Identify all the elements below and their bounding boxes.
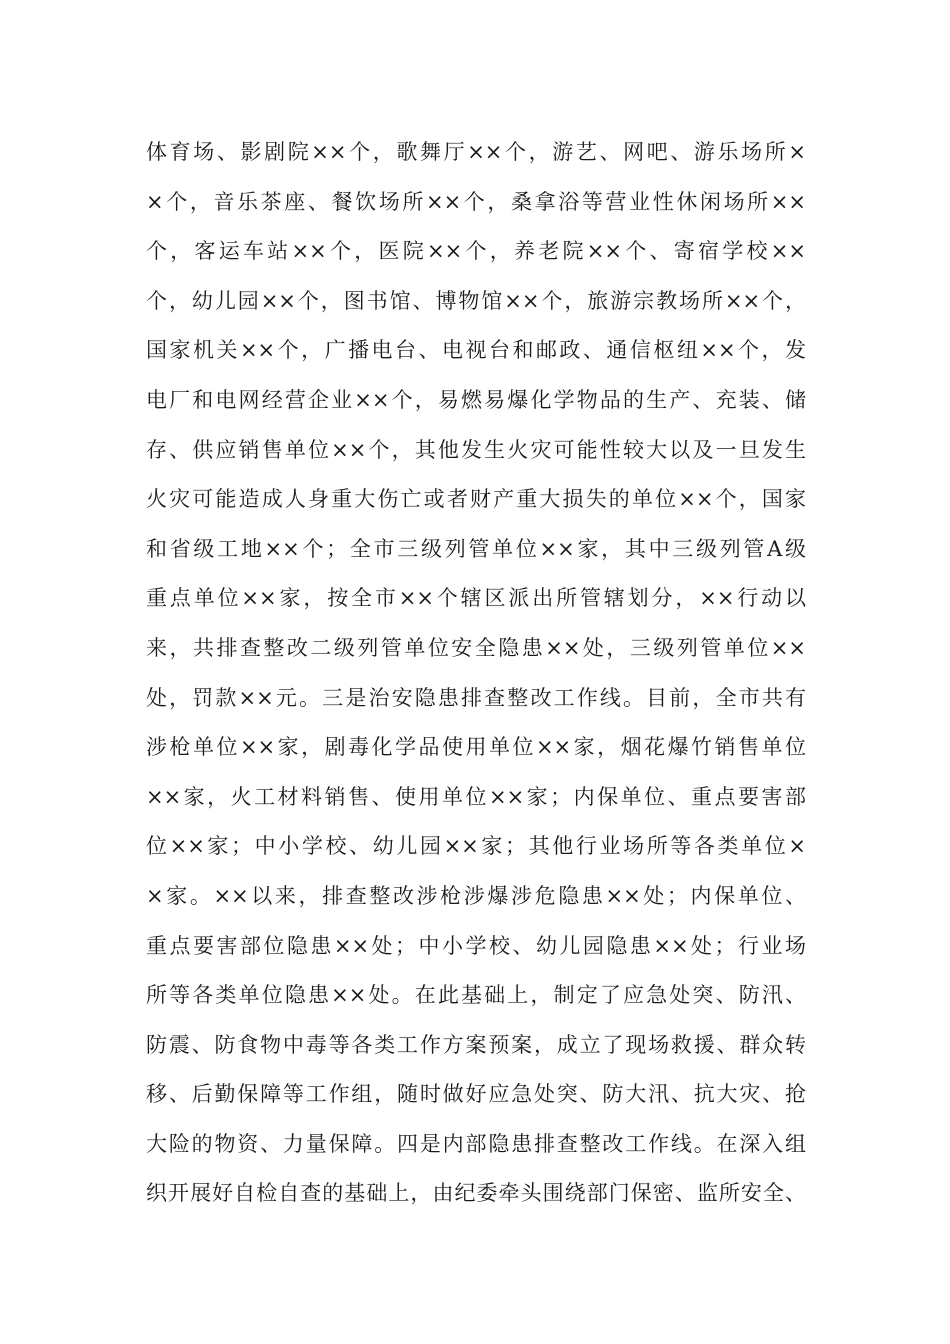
text-line-20: 移、后勤保障等工作组，随时做好应急处突、防大汛、抗大灾、抢 <box>146 1082 806 1107</box>
text-line-15: 位××家；中小学校、幼儿园××家；其他行业场所等各类单位× <box>146 834 806 859</box>
text-line-17: 重点要害部位隐患××处；中小学校、幼儿园隐患××处；行业场 <box>146 933 806 958</box>
text-line-18: 所等各类单位隐患××处。在此基础上，制定了应急处突、防汛、 <box>146 983 806 1008</box>
text-line-16: ×家。××以来，排查整改涉枪涉爆涉危隐患××处；内保单位、 <box>146 883 806 908</box>
text-line-4: 个，幼儿园××个，图书馆、博物馆××个，旅游宗教场所××个， <box>146 288 806 313</box>
text-line-5: 国家机关××个，广播电台、电视台和邮政、通信枢纽××个，发 <box>146 338 806 363</box>
text-line-11: 来，共排查整改二级列管单位安全隐患××处，三级列管单位×× <box>146 635 806 660</box>
text-line-14: ××家，火工材料销售、使用单位××家；内保单位、重点要害部 <box>146 784 806 809</box>
text-line-19: 防震、防食物中毒等各类工作方案预案，成立了现场救援、群众转 <box>146 1032 806 1057</box>
text-line-10: 重点单位××家，按全市××个辖区派出所管辖划分，××行动以 <box>146 586 806 611</box>
text-line-7: 存、供应销售单位××个，其他发生火灾可能性较大以及一旦发生 <box>146 437 806 462</box>
text-line-9: 和省级工地××个；全市三级列管单位××家，其中三级列管A级 <box>146 536 806 561</box>
body-paragraph <box>146 128 806 1219</box>
text-line-1: 体育场、影剧院××个，歌舞厅××个，游艺、网吧、游乐场所× <box>146 140 806 164</box>
text-line-12: 处，罚款××元。三是治安隐患排查整改工作线。目前，全市共有 <box>146 685 806 710</box>
text-line-8: 火灾可能造成人身重大伤亡或者财产重大损失的单位××个，国家 <box>146 487 806 512</box>
text-line-2: ×个，音乐茶座、餐饮场所××个，桑拿浴等营业性休闲场所×× <box>146 189 806 214</box>
text-line-13: 涉枪单位××家，剧毒化学品使用单位××家，烟花爆竹销售单位 <box>146 735 806 760</box>
text-line-6: 电厂和电网经营企业××个，易燃易爆化学物品的生产、充装、储 <box>146 387 806 412</box>
text-line-3: 个，客运车站××个，医院××个，养老院××个、寄宿学校×× <box>146 239 806 264</box>
text-line-22: 织开展好自检自查的基础上，由纪委牵头围绕部门保密、监所安全、 <box>146 1181 806 1206</box>
text-line-21: 大险的物资、力量保障。四是内部隐患排查整改工作线。在深入组 <box>146 1131 806 1156</box>
